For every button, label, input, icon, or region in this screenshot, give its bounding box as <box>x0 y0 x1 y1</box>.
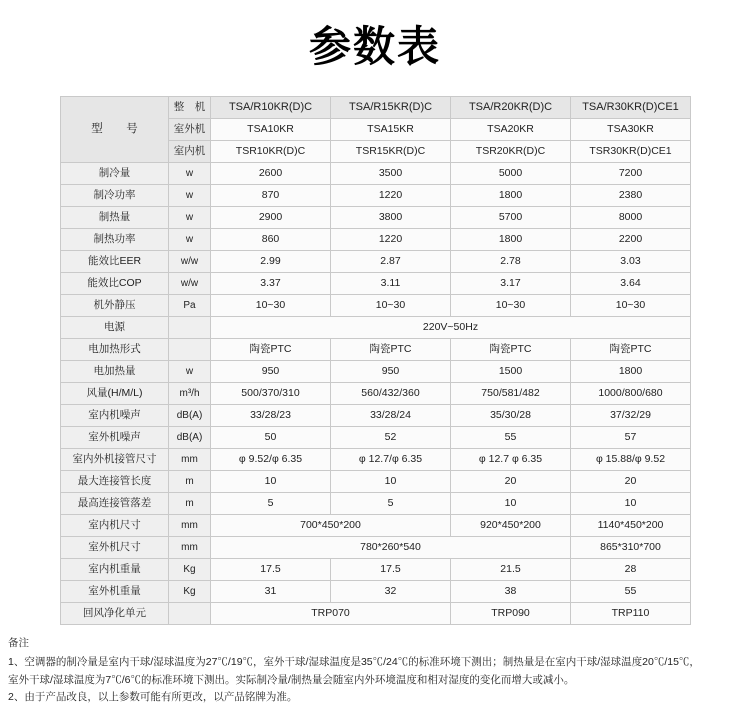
row-value: 陶瓷PTC <box>451 339 571 361</box>
spec-table-body <box>61 163 691 625</box>
row-value: 870 <box>211 185 331 207</box>
row-value: 5000 <box>451 163 571 185</box>
table-row <box>61 493 691 515</box>
table-row <box>61 361 691 383</box>
row-label: 制冷量 <box>61 163 169 185</box>
row-value: 5700 <box>451 207 571 229</box>
row-value: 950 <box>331 361 451 383</box>
row-value: 35/30/28 <box>451 405 571 427</box>
table-row <box>61 603 691 625</box>
row-value: 2600 <box>211 163 331 185</box>
row-value: 10~30 <box>331 295 451 317</box>
row-value: 3.11 <box>331 273 451 295</box>
row-label: 室内机尺寸 <box>61 515 169 537</box>
table-row <box>61 405 691 427</box>
row-value: 32 <box>331 581 451 603</box>
table-row <box>61 559 691 581</box>
model-indoor-1: TSR10KR(D)C <box>211 141 331 163</box>
row-value: 1800 <box>451 229 571 251</box>
row-value-group: 920*450*200 <box>451 515 571 537</box>
row-value: 750/581/482 <box>451 383 571 405</box>
row-unit: w <box>169 207 211 229</box>
table-row <box>61 471 691 493</box>
row-unit: dB(A) <box>169 427 211 449</box>
spec-table-wrapper <box>0 96 750 625</box>
row-label: 制冷功率 <box>61 185 169 207</box>
row-value: 17.5 <box>211 559 331 581</box>
model-outdoor-1: TSA10KR <box>211 119 331 141</box>
row-value: 52 <box>331 427 451 449</box>
row-value: 55 <box>571 581 691 603</box>
sub-label-indoor: 室内机 <box>169 141 211 163</box>
row-value: 10 <box>331 471 451 493</box>
row-value: 陶瓷PTC <box>571 339 691 361</box>
row-value: 10~30 <box>451 295 571 317</box>
sub-label-whole: 整 机 <box>169 97 211 119</box>
row-value: 950 <box>211 361 331 383</box>
model-outdoor-3: TSA20KR <box>451 119 571 141</box>
row-value-group: 780*260*540 <box>211 537 571 559</box>
row-unit: mm <box>169 515 211 537</box>
model-whole-1: TSA/R10KR(D)C <box>211 97 331 119</box>
row-unit: dB(A) <box>169 405 211 427</box>
specification-table <box>60 96 691 625</box>
row-unit <box>169 603 211 625</box>
row-unit: w <box>169 229 211 251</box>
model-whole-3: TSA/R20KR(D)C <box>451 97 571 119</box>
row-value: 2900 <box>211 207 331 229</box>
row-value: 2.99 <box>211 251 331 273</box>
row-value: 20 <box>571 471 691 493</box>
table-row <box>61 515 691 537</box>
row-unit: w <box>169 361 211 383</box>
row-value: 37/32/29 <box>571 405 691 427</box>
row-value: 38 <box>451 581 571 603</box>
model-indoor-2: TSR15KR(D)C <box>331 141 451 163</box>
row-value: φ 9.52/φ 6.35 <box>211 449 331 471</box>
row-unit <box>169 339 211 361</box>
row-value: 2.87 <box>331 251 451 273</box>
table-row <box>61 317 691 339</box>
row-value: 1000/800/680 <box>571 383 691 405</box>
row-value: 3.03 <box>571 251 691 273</box>
note-line-3: 2、由于产品改良，以上参数可能有所更改，以产品铭牌为准。 <box>8 690 298 703</box>
row-value: 560/432/360 <box>331 383 451 405</box>
table-row <box>61 449 691 471</box>
row-value: φ 12.7 φ 6.35 <box>451 449 571 471</box>
row-label: 电加热量 <box>61 361 169 383</box>
table-header-row-whole <box>61 97 691 119</box>
model-whole-4: TSA/R30KR(D)CE1 <box>571 97 691 119</box>
row-value: 20 <box>451 471 571 493</box>
row-value: 1220 <box>331 185 451 207</box>
row-value: 3.37 <box>211 273 331 295</box>
page-title: 参数表 <box>308 25 441 71</box>
row-value: 1500 <box>451 361 571 383</box>
row-value: 33/28/23 <box>211 405 331 427</box>
row-value: 陶瓷PTC <box>211 339 331 361</box>
sub-label-outdoor: 室外机 <box>169 119 211 141</box>
row-label: 能效比EER <box>61 251 169 273</box>
row-value: 2.78 <box>451 251 571 273</box>
row-value: 1220 <box>331 229 451 251</box>
table-row <box>61 537 691 559</box>
row-value: 10~30 <box>211 295 331 317</box>
row-label: 制热量 <box>61 207 169 229</box>
table-row <box>61 207 691 229</box>
row-value: 21.5 <box>451 559 571 581</box>
row-label: 室内机重量 <box>61 559 169 581</box>
table-row <box>61 229 691 251</box>
row-value: 3500 <box>331 163 451 185</box>
row-unit: m <box>169 493 211 515</box>
row-label: 最大连接管长度 <box>61 471 169 493</box>
row-value: 860 <box>211 229 331 251</box>
row-label: 电加热形式 <box>61 339 169 361</box>
row-unit: mm <box>169 449 211 471</box>
table-row <box>61 185 691 207</box>
row-label: 室外机重量 <box>61 581 169 603</box>
row-value-group: TRP090 <box>451 603 571 625</box>
row-value: 10 <box>571 493 691 515</box>
spec-sheet-page <box>0 14 750 713</box>
model-indoor-4: TSR30KR(D)CE1 <box>571 141 691 163</box>
row-value: 3.64 <box>571 273 691 295</box>
notes-section <box>0 625 750 706</box>
row-label: 室外机噪声 <box>61 427 169 449</box>
row-label: 室内机噪声 <box>61 405 169 427</box>
row-unit: w/w <box>169 273 211 295</box>
row-value: 2380 <box>571 185 691 207</box>
row-value: 17.5 <box>331 559 451 581</box>
row-value: 33/28/24 <box>331 405 451 427</box>
row-value: 陶瓷PTC <box>331 339 451 361</box>
row-value: 50 <box>211 427 331 449</box>
note-line-2: 室外干球/湿球温度为7℃/6℃的标准环境下测出。实际制冷量/制热量会随室内外环境温度和相对湿度的变化而增大或减小。 <box>8 673 575 686</box>
row-value: 5 <box>331 493 451 515</box>
model-indoor-3: TSR20KR(D)C <box>451 141 571 163</box>
row-value: 10~30 <box>571 295 691 317</box>
model-outdoor-2: TSA15KR <box>331 119 451 141</box>
row-label: 最高连接管落差 <box>61 493 169 515</box>
table-row <box>61 163 691 185</box>
row-unit: m <box>169 471 211 493</box>
row-value: 1800 <box>571 361 691 383</box>
table-row <box>61 383 691 405</box>
row-label: 室外机尺寸 <box>61 537 169 559</box>
row-value: 5 <box>211 493 331 515</box>
row-value-span: 220V~50Hz <box>211 317 691 339</box>
notes-heading: 备注 <box>8 637 29 649</box>
row-unit: w/w <box>169 251 211 273</box>
note-line-1: 1、空调器的制冷量是室内干球/湿球温度为27℃/19℃，室外干球/湿球温度是35℃/24℃的标准环境下测出；制热量是在室内干球/湿球温度20℃/15℃， <box>8 656 700 669</box>
table-row <box>61 273 691 295</box>
row-value-group: 865*310*700 <box>571 537 691 559</box>
row-value: 8000 <box>571 207 691 229</box>
row-unit: Kg <box>169 559 211 581</box>
row-value: 3800 <box>331 207 451 229</box>
row-value: φ 12.7/φ 6.35 <box>331 449 451 471</box>
row-value: 2200 <box>571 229 691 251</box>
row-value: 3.17 <box>451 273 571 295</box>
row-value-group: 1140*450*200 <box>571 515 691 537</box>
row-value: 10 <box>211 471 331 493</box>
row-unit: Pa <box>169 295 211 317</box>
row-value-group: TRP070 <box>211 603 451 625</box>
row-unit <box>169 317 211 339</box>
model-outdoor-4: TSA30KR <box>571 119 691 141</box>
row-value: 1800 <box>451 185 571 207</box>
row-value: 55 <box>451 427 571 449</box>
row-label: 制热功率 <box>61 229 169 251</box>
row-value: 500/370/310 <box>211 383 331 405</box>
model-whole-2: TSA/R15KR(D)C <box>331 97 451 119</box>
row-label: 回风净化单元 <box>61 603 169 625</box>
table-row <box>61 339 691 361</box>
row-unit: m³/h <box>169 383 211 405</box>
row-value: 7200 <box>571 163 691 185</box>
row-unit: mm <box>169 537 211 559</box>
row-value: φ 15.88/φ 9.52 <box>571 449 691 471</box>
row-unit: w <box>169 185 211 207</box>
table-row <box>61 295 691 317</box>
row-label: 电源 <box>61 317 169 339</box>
row-unit: Kg <box>169 581 211 603</box>
row-unit: w <box>169 163 211 185</box>
row-label: 室内外机接管尺寸 <box>61 449 169 471</box>
row-value: 31 <box>211 581 331 603</box>
row-label: 机外静压 <box>61 295 169 317</box>
table-row <box>61 427 691 449</box>
row-value: 57 <box>571 427 691 449</box>
row-value-group: 700*450*200 <box>211 515 451 537</box>
model-header-label: 型 号 <box>61 97 169 163</box>
row-value: 10 <box>451 493 571 515</box>
table-row <box>61 251 691 273</box>
row-label: 能效比COP <box>61 273 169 295</box>
table-row <box>61 581 691 603</box>
row-value-group: TRP110 <box>571 603 691 625</box>
row-label: 风量(H/M/L) <box>61 383 169 405</box>
row-value: 28 <box>571 559 691 581</box>
